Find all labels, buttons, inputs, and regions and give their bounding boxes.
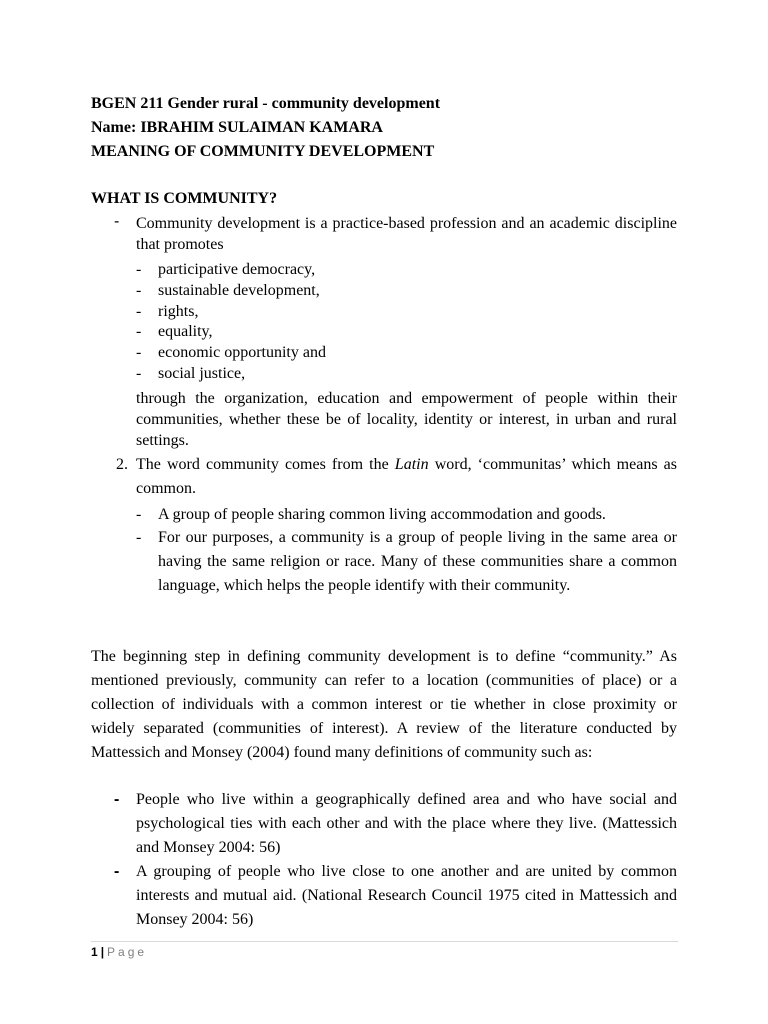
list-bullet: -: [114, 863, 120, 880]
page-number: 1: [91, 945, 98, 959]
sub-item: - equality,: [136, 323, 213, 340]
sub-item: - rights,: [136, 303, 199, 320]
sub-item: - economic opportunity and: [136, 344, 326, 361]
footer-divider: [91, 941, 678, 942]
sub-item: - sustainable development,: [136, 282, 320, 299]
section-heading: WHAT IS COMMUNITY?: [91, 190, 278, 207]
item2-text: The word community comes from the Latin word, ‘communitas’ which means as common.: [136, 456, 677, 497]
page-label: Page: [107, 945, 148, 959]
sub-item: - A group of people sharing common living accommodation and goods.: [136, 506, 606, 523]
latin-italic: Latin: [394, 456, 429, 473]
sub-item: - social justice,: [136, 365, 246, 382]
list-number: 2.: [116, 456, 128, 473]
student-name: Name: IBRAHIM SULAIMAN KAMARA: [91, 119, 383, 136]
sub-item-dash: -: [136, 529, 142, 546]
item1-closing: through the organization, education and empowerment of people within their communities, whether these be of locality, identity or interest, in urban and rural settings.: [136, 390, 677, 449]
definition-item: People who live within a geographically defined area and who have social and psychological ties with each other and with the place where they live. (Mattessich and Monsey 2004: 56): [136, 791, 677, 856]
list-bullet: -: [114, 791, 120, 808]
body-paragraph: The beginning step in defining community development is to define “community.” As mentioned previously, community can refer to a location (communities of place) or a collection of individuals with a common interest or tie whether in close proximity or widely separated (communities of interest). A review of the literature conducted by Mattessich and Monsey (2004) found many definitions of community such as:: [91, 648, 677, 761]
course-title: BGEN 211 Gender rural - community development: [91, 95, 441, 112]
footer-separator: |: [100, 945, 105, 959]
page-footer: [91, 944, 147, 960]
sub-item: For our purposes, a community is a group of people living in the same area or having the same religion or race. Many of these communities share a common language, which helps the people identify with their community.: [158, 529, 677, 594]
definition-item: A grouping of people who live close to one another and are united by common interests and mutual aid. (National Research Council 1975 cited in Mattessich and Monsey 2004: 56): [136, 863, 677, 928]
list-bullet: -: [114, 213, 120, 230]
item1-intro: Community development is a practice-based profession and an academic discipline that promotes: [136, 215, 677, 253]
sub-item: - participative democracy,: [136, 261, 316, 278]
document-title: MEANING OF COMMUNITY DEVELOPMENT: [91, 143, 435, 160]
